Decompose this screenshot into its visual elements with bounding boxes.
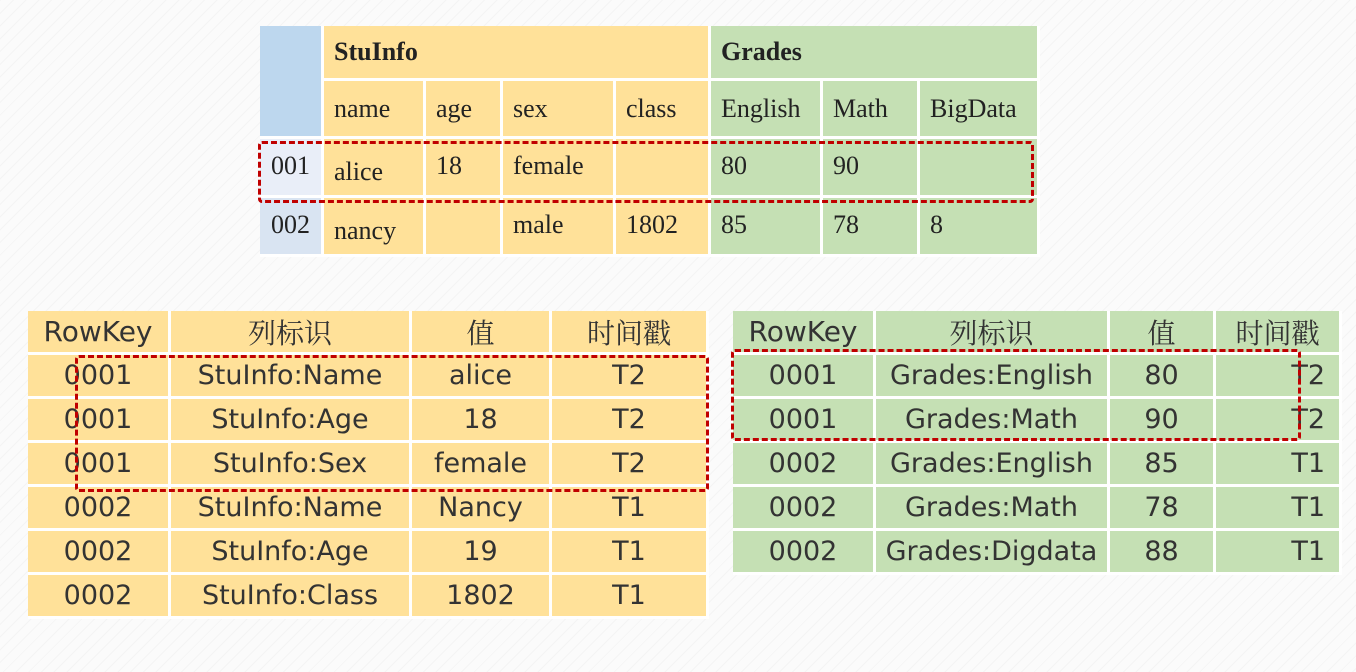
column-header: English	[711, 81, 823, 139]
table-row	[733, 399, 1342, 443]
stuinfo-kv-table	[28, 311, 709, 619]
table-cell: 0002	[28, 531, 171, 575]
table-cell: 8	[920, 198, 1040, 257]
family-grades: Grades	[711, 26, 1040, 81]
table-cell: 1802	[412, 575, 552, 619]
row-key: 002	[260, 198, 324, 257]
table-row	[28, 487, 709, 531]
table-cell: 0002	[28, 487, 171, 531]
table-cell: T2	[552, 355, 709, 399]
table-cell: Grades:English	[876, 355, 1110, 399]
table-row	[28, 575, 709, 619]
table-row	[28, 399, 709, 443]
table-cell	[426, 198, 503, 257]
grades-kv-table	[733, 311, 1342, 575]
table-cell: T2	[552, 443, 709, 487]
header-timestamp: 时间戳	[1216, 311, 1342, 355]
table-cell: 0002	[733, 443, 876, 487]
table-cell: 0002	[28, 575, 171, 619]
table-cell: alice	[324, 139, 426, 198]
header-value: 值	[412, 311, 552, 355]
table-cell: StuInfo:Age	[171, 399, 412, 443]
table-cell: 78	[1110, 487, 1216, 531]
table-row	[733, 531, 1342, 575]
table-cell: 0001	[28, 355, 171, 399]
table-cell	[920, 139, 1040, 198]
table-row	[733, 443, 1342, 487]
table-row	[733, 487, 1342, 531]
row-key: 001	[260, 139, 324, 198]
rowkey-header-cell	[260, 26, 324, 139]
table-cell: male	[503, 198, 616, 257]
table-row	[28, 443, 709, 487]
column-header: BigData	[920, 81, 1040, 139]
table-cell: 18	[412, 399, 552, 443]
header-rowkey: RowKey	[733, 311, 876, 355]
table-cell: 0001	[28, 443, 171, 487]
table-cell: 88	[1110, 531, 1216, 575]
table-cell: Grades:Digdata	[876, 531, 1110, 575]
table-row	[260, 198, 1040, 257]
column-header: sex	[503, 81, 616, 139]
table-header-row	[28, 311, 709, 355]
table-cell	[616, 139, 711, 198]
table-cell: Nancy	[412, 487, 552, 531]
table-cell: T1	[1216, 487, 1342, 531]
table-cell: 80	[1110, 355, 1216, 399]
table-cell: 90	[823, 139, 920, 198]
header-timestamp: 时间戳	[552, 311, 709, 355]
table-cell: 85	[1110, 443, 1216, 487]
table-header-row	[733, 311, 1342, 355]
table-cell: T1	[1216, 443, 1342, 487]
table-cell: T2	[1216, 399, 1342, 443]
table-cell: 18	[426, 139, 503, 198]
table-cell: Grades:English	[876, 443, 1110, 487]
family-stuinfo: StuInfo	[324, 26, 711, 81]
table-cell: 80	[711, 139, 823, 198]
table-cell: T1	[552, 575, 709, 619]
table-row	[260, 139, 1040, 198]
table-cell: female	[412, 443, 552, 487]
table-cell: T1	[552, 487, 709, 531]
column-header: class	[616, 81, 711, 139]
table-cell: 19	[412, 531, 552, 575]
table-cell: StuInfo:Sex	[171, 443, 412, 487]
column-header: name	[324, 81, 426, 139]
table-cell: 0002	[733, 487, 876, 531]
table-cell: StuInfo:Name	[171, 487, 412, 531]
table-cell: 85	[711, 198, 823, 257]
table-cell: 1802	[616, 198, 711, 257]
table-cell: 78	[823, 198, 920, 257]
table-cell: 0002	[733, 531, 876, 575]
table-cell: T1	[1216, 531, 1342, 575]
table-cell: T2	[552, 399, 709, 443]
table-cell: alice	[412, 355, 552, 399]
table-cell: T2	[1216, 355, 1342, 399]
table-cell: nancy	[324, 198, 426, 257]
table-cell: 90	[1110, 399, 1216, 443]
table-cell: 0001	[28, 399, 171, 443]
table-row	[733, 355, 1342, 399]
table-cell: T1	[552, 531, 709, 575]
header-rowkey: RowKey	[28, 311, 171, 355]
header-value: 值	[1110, 311, 1216, 355]
table-row	[28, 355, 709, 399]
table-cell: StuInfo:Age	[171, 531, 412, 575]
table-cell: female	[503, 139, 616, 198]
table-cell: StuInfo:Class	[171, 575, 412, 619]
table-row	[28, 531, 709, 575]
column-header: Math	[823, 81, 920, 139]
table-cell: 0001	[733, 355, 876, 399]
header-column-id: 列标识	[876, 311, 1110, 355]
table-cell: 0001	[733, 399, 876, 443]
table-cell: Grades:Math	[876, 487, 1110, 531]
column-header: age	[426, 81, 503, 139]
table-cell: StuInfo:Name	[171, 355, 412, 399]
table-cell: Grades:Math	[876, 399, 1110, 443]
logical-table	[260, 26, 1040, 257]
header-column-id: 列标识	[171, 311, 412, 355]
